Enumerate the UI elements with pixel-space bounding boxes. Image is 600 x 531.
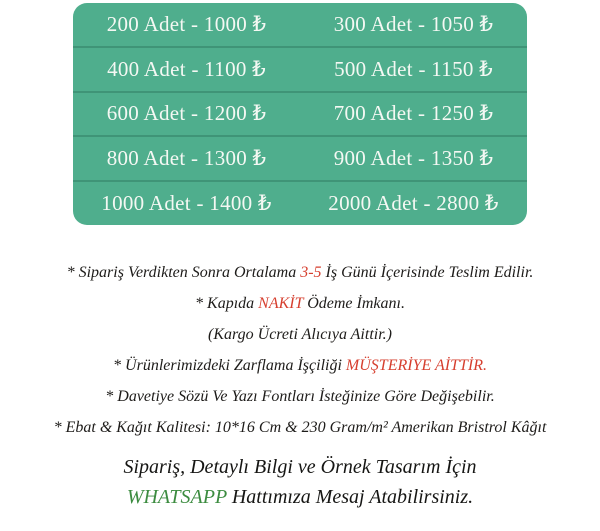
price-cell: 700 Adet - 1250 ₺ <box>333 101 494 126</box>
price-cell: 200 Adet - 1000 ₺ <box>106 11 267 36</box>
note-shipping <box>0 319 600 350</box>
note-text: * Kapıda <box>195 295 259 312</box>
note-highlight: 3-5 <box>300 264 322 281</box>
note-labor <box>0 350 600 381</box>
note-highlight: NAKİT <box>258 295 304 312</box>
price-cell: 2000 Adet - 2800 ₺ <box>328 191 499 216</box>
price-cell: 500 Adet - 1150 ₺ <box>334 56 493 81</box>
notes-section <box>0 257 600 443</box>
contact-section <box>0 452 600 512</box>
cta-line2 <box>0 482 600 512</box>
note-text: * Ebat & Kağıt Kalitesi: 10*16 Cm & 230 Gram/m² Amerikan Bristrol Kâğıt <box>53 419 547 436</box>
note-text: Ödeme İmkanı. <box>303 295 405 312</box>
price-cell: 600 Adet - 1200 ₺ <box>106 101 267 126</box>
note-text: * Ürünlerimizdeki Zarflama İşçiliği <box>113 357 346 374</box>
whatsapp-highlight: WHATSAPP <box>126 486 227 508</box>
note-payment <box>0 288 600 319</box>
table-row <box>73 3 527 46</box>
price-cell: 300 Adet - 1050 ₺ <box>333 11 494 36</box>
note-text: * Sipariş Verdikten Sonra Ortalama <box>66 264 301 281</box>
price-cell: 400 Adet - 1100 ₺ <box>107 56 266 81</box>
price-table <box>73 3 527 225</box>
note-text: * Davetiye Sözü Ve Yazı Fontları İsteğinize Göre Değişebilir. <box>105 388 495 405</box>
note-fonts <box>0 381 600 412</box>
table-row <box>73 180 527 225</box>
price-cell: 1000 Adet - 1400 ₺ <box>101 191 272 216</box>
note-highlight: MÜŞTERİYE AİTTİR. <box>345 357 487 374</box>
table-row <box>73 46 527 91</box>
note-delivery <box>0 257 600 288</box>
note-text: (Kargo Ücreti Alıcıya Aittir.) <box>208 326 392 343</box>
cta-line1: Sipariş, Detaylı Bilgi ve Örnek Tasarım İçin <box>123 456 477 478</box>
table-row <box>73 91 527 136</box>
note-text: İş Günü İçerisinde Teslim Edilir. <box>321 264 534 281</box>
table-row <box>73 135 527 180</box>
price-cell: 900 Adet - 1350 ₺ <box>333 146 494 171</box>
price-cell: 800 Adet - 1300 ₺ <box>106 146 267 171</box>
cta-line2-rest: Hattımıza Mesaj Atabilirsiniz. <box>226 486 474 508</box>
note-size <box>0 412 600 443</box>
